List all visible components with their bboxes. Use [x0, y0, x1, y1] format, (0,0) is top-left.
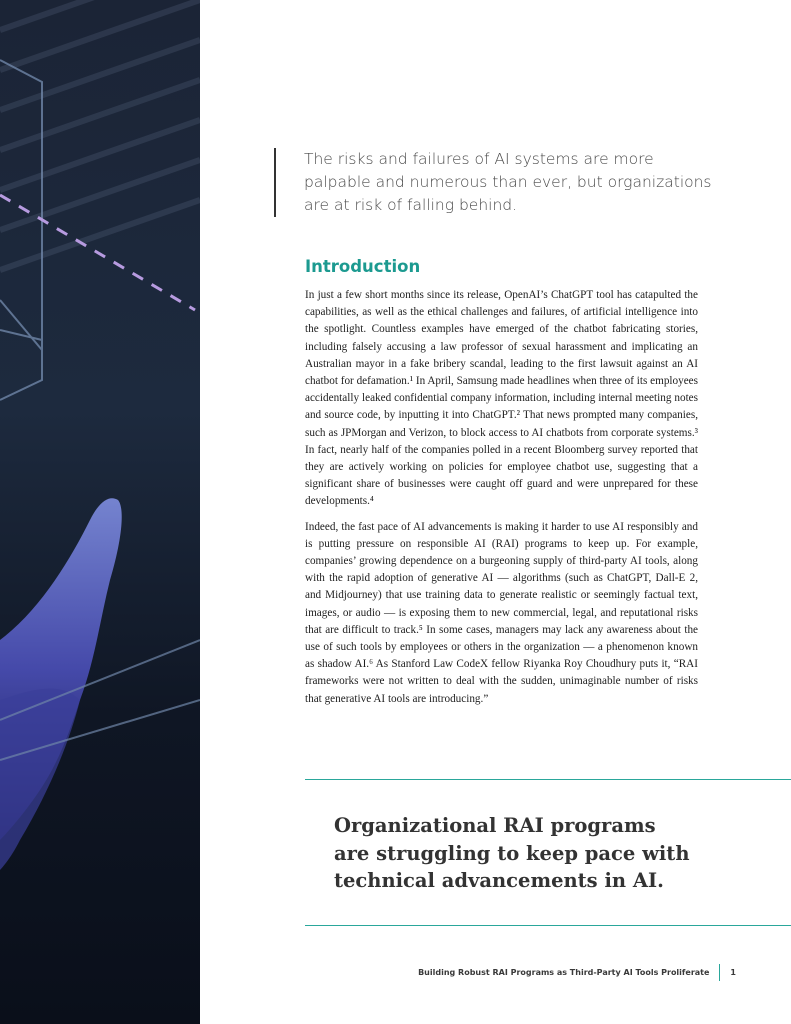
cover-illustration — [0, 0, 200, 1024]
callout-quote: Organizational RAI programs are struggling to keep pace with technical advancements in AI. — [334, 814, 690, 892]
page-footer — [418, 964, 736, 981]
abstract-hand-wireframe-illustration — [0, 0, 200, 1024]
pull-quote-text: The risks and failures of AI systems are more palpable and numerous than ever, but organizations are at risk of falling behind. — [304, 150, 712, 214]
section-heading: Introduction — [305, 257, 421, 276]
body-paragraph: In just a few short months since its release, OpenAI’s ChatGPT tool has catapulted the capabilities, as well as the ethical challenges and failures, of artificial intelligence into the spotlight. Countless examples have emerged of the chatbot fabricating stories, including falsely accusing a law professor of sexual harassment and implicating an Australian mayor in a fake bribery scandal, leading to the first lawsuit against an AI chatbot for defamation.¹ In April, Samsung made headlines when three of its employees accidentally leaked confidential company information, including internal meeting notes and source code, by inputting it into ChatGPT.² That news prompted many companies, such as JPMorgan and Verizon, to block access to AI chatbots from corporate systems.³ In fact, nearly half of the companies polled in a recent Bloomberg survey reported that they are actively working on policies for employee chatbot use, suggesting that a significant share of businesses were caught off guard and were unprepared for these developments.⁴ — [305, 289, 698, 508]
page-number: 1 — [730, 968, 736, 977]
footer-title: Building Robust RAI Programs as Third-Party AI Tools Proliferate — [418, 968, 710, 977]
callout-bottom-rule — [305, 925, 791, 926]
article-body — [305, 287, 698, 716]
pull-quote — [274, 148, 724, 217]
callout-top-rule — [305, 779, 791, 780]
body-paragraph: Indeed, the fast pace of AI advancements is making it harder to use AI responsibly and is putting pressure on responsible AI (RAI) programs to keep up. For example, companies’ growing dependence on a burgeoning supply of third-party AI tools, along with the rapid adoption of generative AI — algorithms (such as ChatGPT, Dall-E 2, and Midjourney) that use training data to generate realistic or seemingly factual text, images, or audio — is exposing them to new commercial, legal, and reputational risks that are difficult to track.⁵ In some cases, managers may lack any awareness about the use of such tools by employees or others in the organization — a phenomenon known as shadow AI.⁶ As Stanford Law CodeX fellow Riyanka Roy Choudhury puts it, “RAI frameworks were not written to deal with the sudden, unimaginable number of risks that generative AI tools are introducing.” — [305, 520, 698, 705]
footer-divider — [719, 964, 720, 981]
